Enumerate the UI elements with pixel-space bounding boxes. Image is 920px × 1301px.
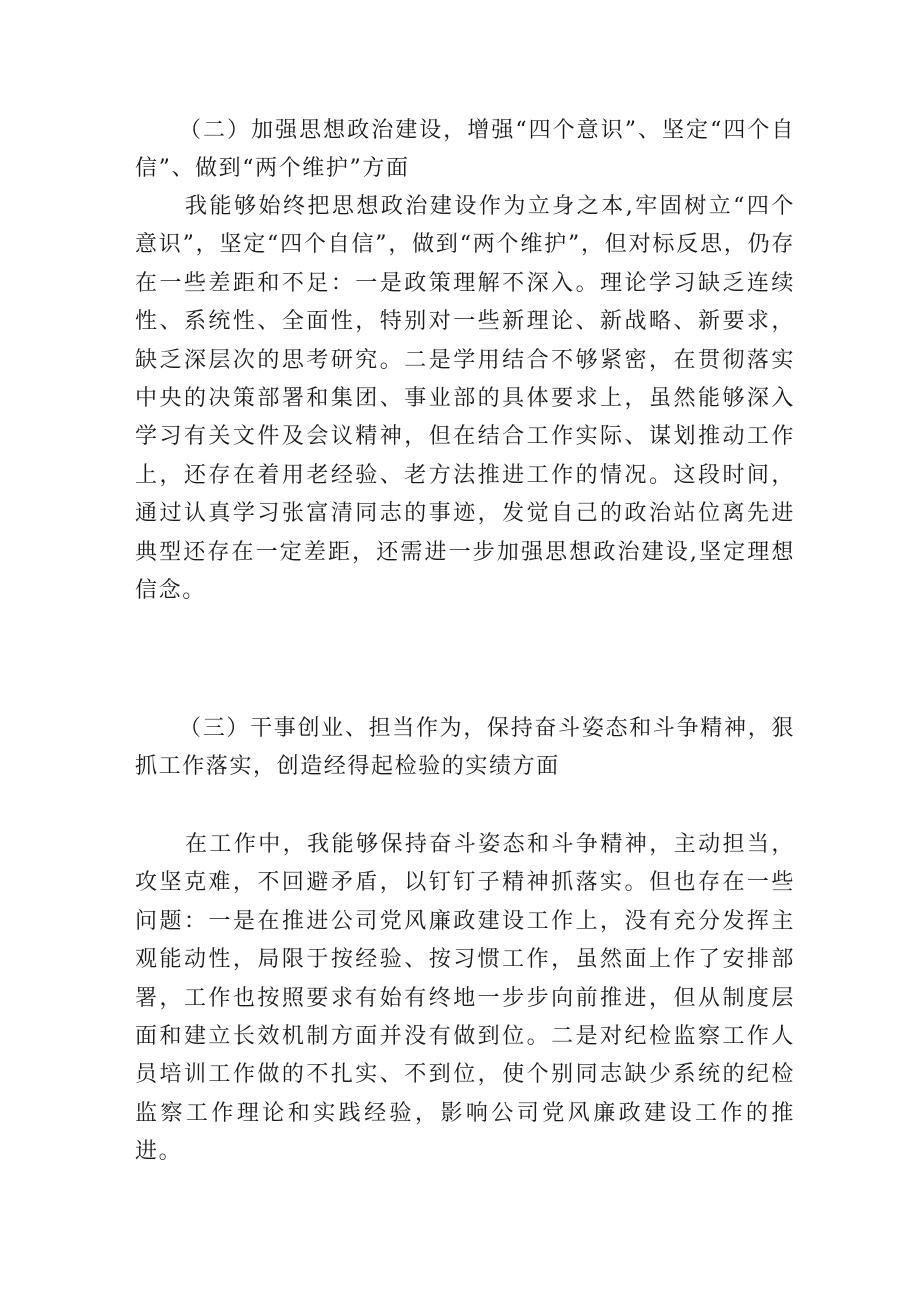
section-two-heading: （二）加强思想政治建设，增强“四个意识”、坚定“四个自信”、做到“两个维护”方面	[135, 118, 795, 182]
section-three-paragraph: 在工作中，我能够保持奋斗姿态和斗争精神，主动担当，攻坚克难，不回避矛盾，以钉钉子精神抓落实。但也存在一些问题：一是在推进公司党风廉政建设工作上，没有充分发挥主观能动性，局限于按经验、按习惯工作，虽然面上作了安排部署，工作也按照要求有始有终地一步步向前推进，但从制度层面和建立长效机制方面并没有做到位。二是对纪检监察工作人员培训工作做的不扎实、不到位，使个别同志缺少系统的纪检监察工作理论和实践经验，影响公司党风廉政建设工作的推进。	[135, 832, 795, 1165]
section-two-paragraph: 我能够始终把思想政治建设作为立身之本,牢固树立“四个意识”，坚定“四个自信”，做到“两个维护”，但对标反思，仍存在一些差距和不足：一是政策理解不深入。理论学习缺乏连续性、系统性、全面性，特别对一些新理论、新战略、新要求，缺乏深层次的思考研究。二是学用结合不够紧密，在贯彻落实中央的决策部署和集团、事业部的具体要求上，虽然能够深入学习有关文件及会议精神，但在结合工作实际、谋划推动工作上，还存在着用老经验、老方法推进工作的情况。这段时间，通过认真学习张富清同志的事迹，发觉自己的政治站位离先进典型还存在一定差距，还需进一步加强思想政治建设,坚定理想信念。	[135, 194, 795, 604]
section-three-heading: （三）干事创业、担当作为，保持奋斗姿态和斗争精神，狠抓工作落实，创造经得起检验的实绩方面	[135, 716, 795, 780]
